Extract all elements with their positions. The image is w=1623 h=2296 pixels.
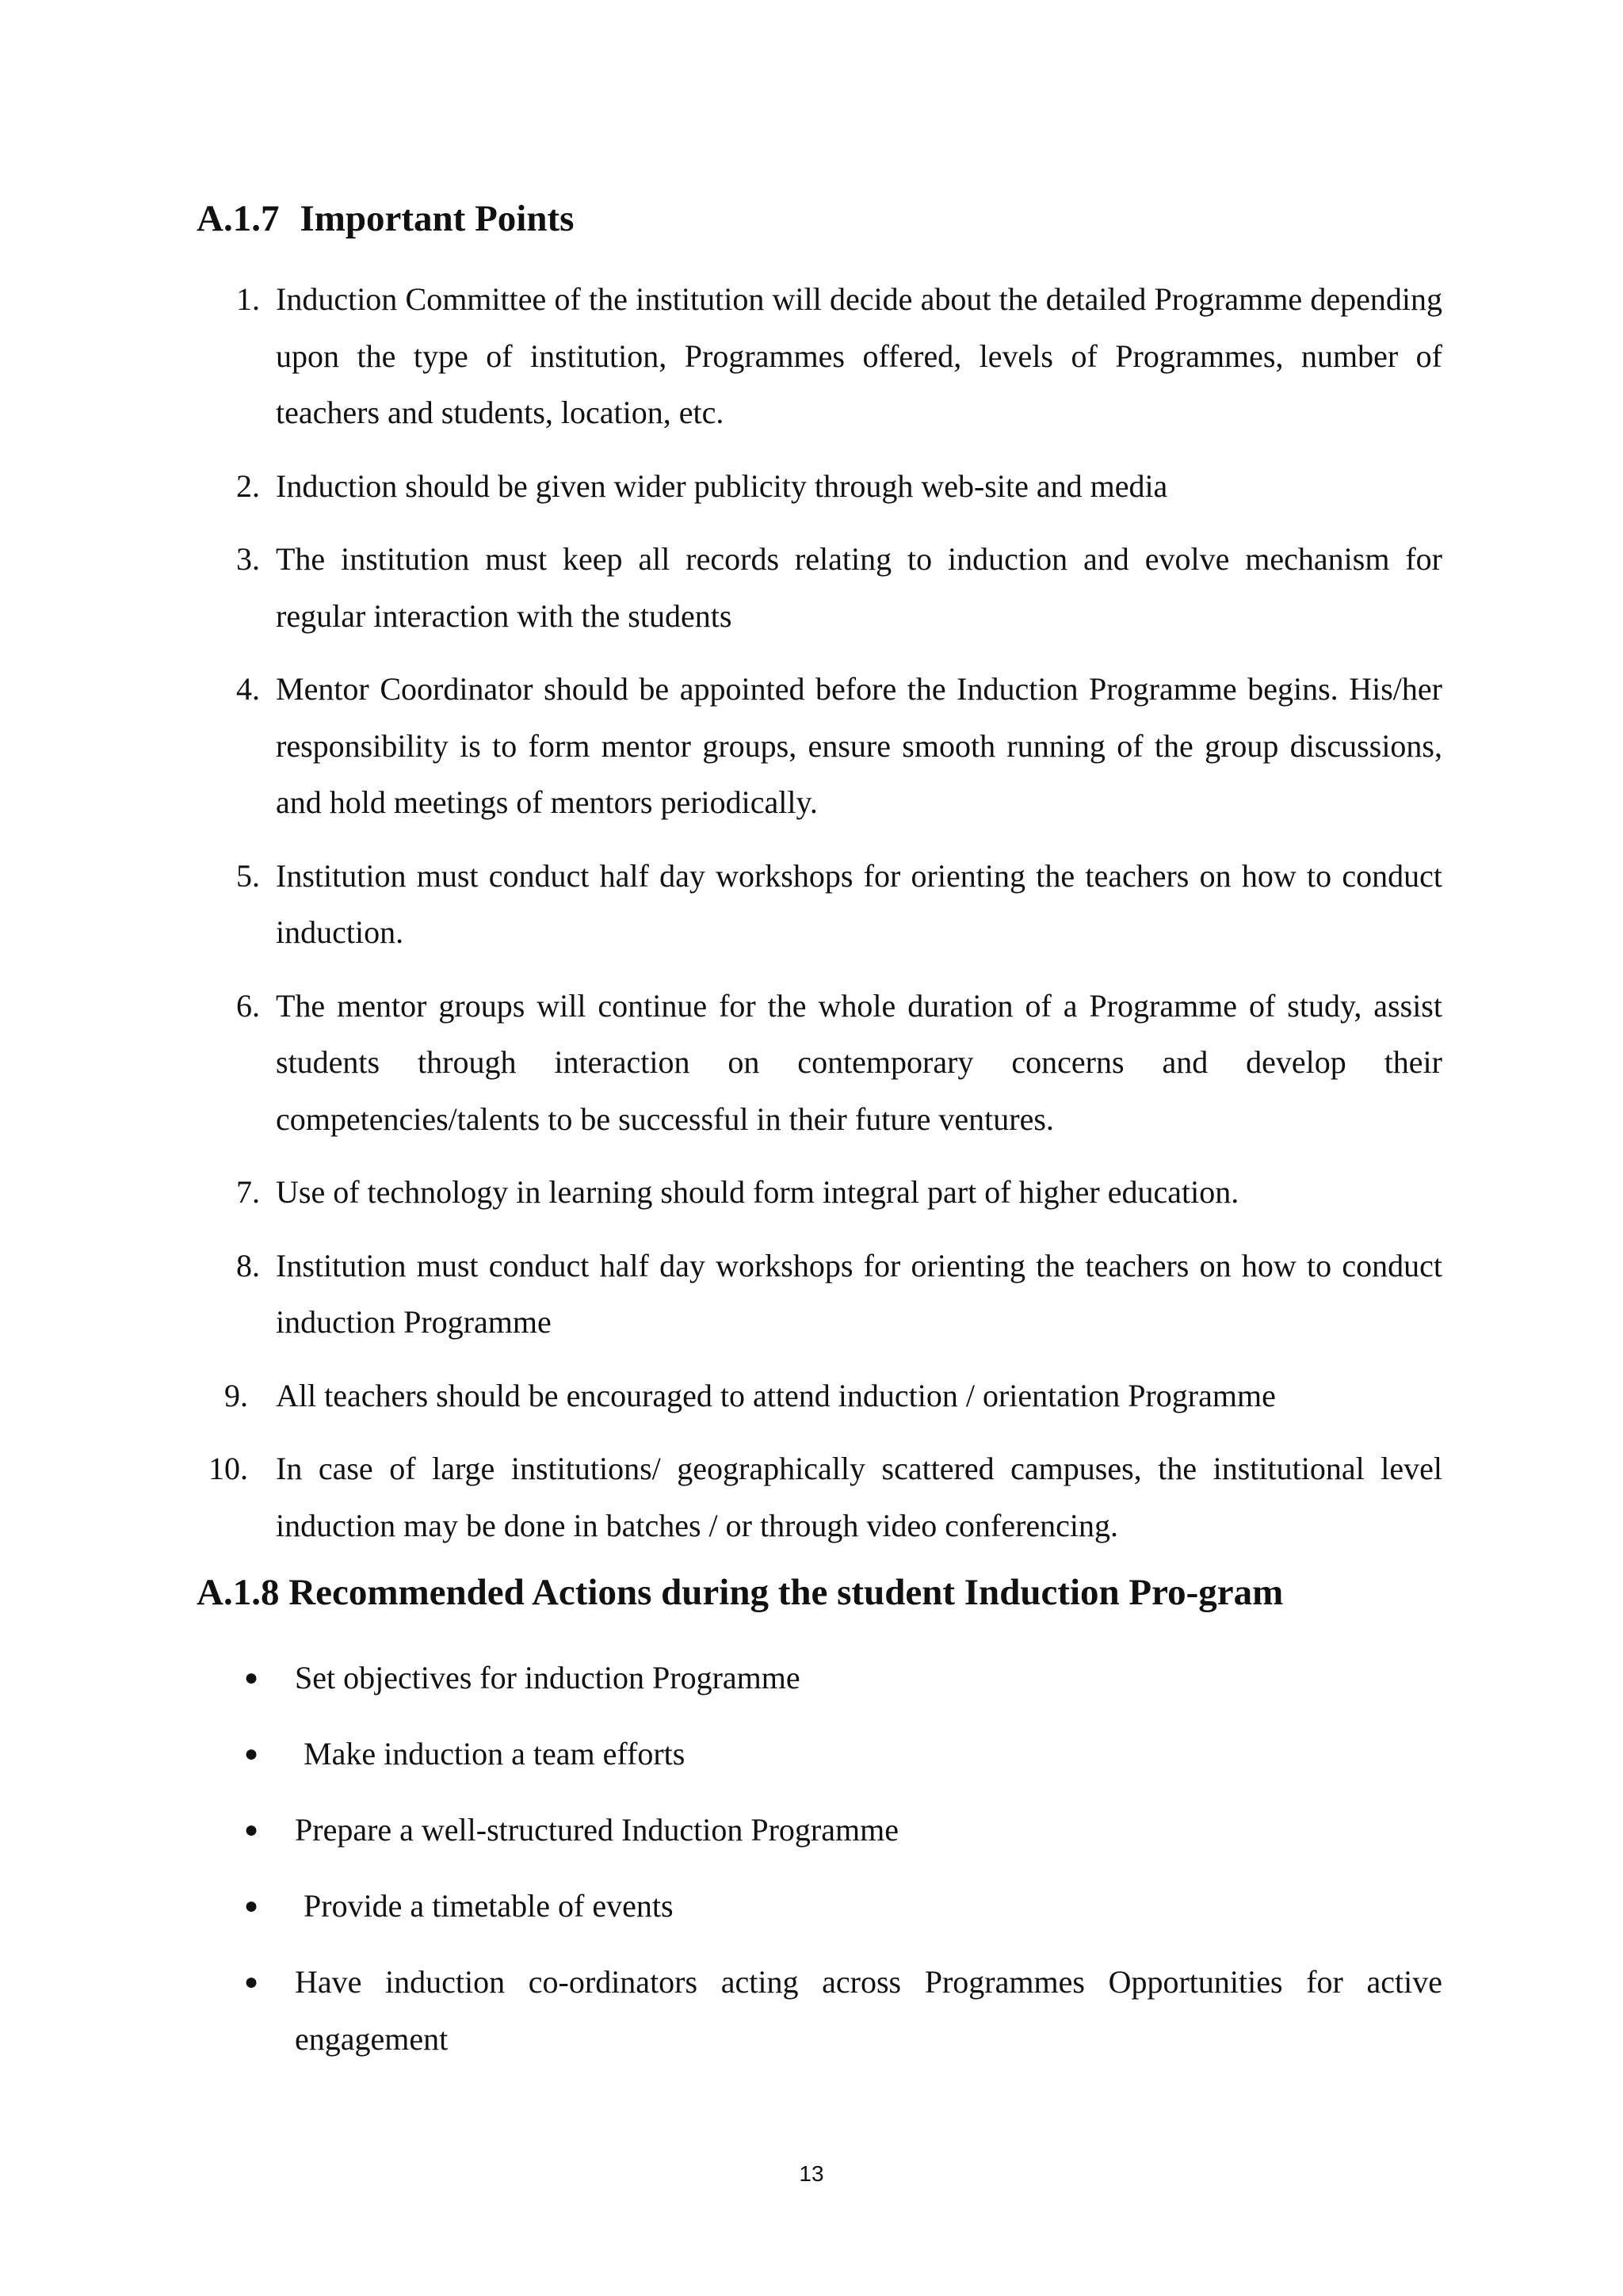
recommended-actions-list xyxy=(0,1650,1623,2087)
item-number: 6. xyxy=(236,987,260,1024)
list-item xyxy=(0,1367,1623,1425)
item-text: Prepare a well-structured Induction Programme xyxy=(295,1812,899,1848)
item-text: Mentor Coordinator should be appointed before the Induction Programme begins. His/her responsibility is to form mentor groups, ensure smooth running of the group discussions, and hold meetings of mentors periodically. xyxy=(276,671,1442,820)
list-item xyxy=(0,458,1623,515)
item-number: 3. xyxy=(236,541,260,577)
list-item xyxy=(0,1650,1623,1707)
list-item xyxy=(0,1238,1623,1351)
section-title: Important Points xyxy=(300,198,575,239)
section-heading-important-points xyxy=(197,195,574,242)
item-number: 9. xyxy=(224,1377,248,1413)
item-text: The institution must keep all records relating to induction and evolve mechanism for regular interaction with the students xyxy=(276,541,1442,634)
item-text: In case of large institutions/ geographically scattered campuses, the institutional level induction may be done in batches / or through video conferencing. xyxy=(276,1451,1442,1543)
list-item xyxy=(0,1802,1623,1859)
item-text: Set objectives for induction Programme xyxy=(295,1660,800,1695)
list-item xyxy=(0,1726,1623,1783)
item-text: Institution must conduct half day workshops for orienting the teachers on how to conduct induction. xyxy=(276,857,1442,950)
item-text: Use of technology in learning should form integral part of higher education. xyxy=(276,1174,1239,1210)
item-text: Make induction a team efforts xyxy=(304,1736,685,1772)
item-number: 4. xyxy=(236,671,260,707)
list-item xyxy=(0,271,1623,441)
item-text: All teachers should be encouraged to attend induction / orientation Programme xyxy=(276,1377,1276,1413)
item-number: 8. xyxy=(236,1247,260,1283)
bullet-icon: ● xyxy=(244,1665,259,1691)
section-title: Recommended Actions during the student Induction Pro-gram xyxy=(288,1572,1284,1613)
item-text: The mentor groups will continue for the whole duration of a Programme of study, assist students through interaction on contemporary concerns and develop their competencies/talents to be successful in their future ventures. xyxy=(276,987,1442,1137)
item-text: Induction Committee of the institution will decide about the detailed Programme depending upon the type of institution, Programmes offered, levels of Programmes, number of teachers and students, location, etc. xyxy=(276,281,1442,430)
list-item xyxy=(0,1164,1623,1221)
page-number: 13 xyxy=(799,2161,824,2186)
item-text: Institution must conduct half day workshops for orienting the teachers on how to conduct induction Programme xyxy=(276,1247,1442,1340)
section-heading-recommended-actions xyxy=(197,1569,1283,1616)
item-number: 2. xyxy=(236,467,260,504)
item-text: Have induction co-ordinators acting across Programmes Opportunities for active engagement xyxy=(295,1964,1442,2057)
item-number: 7. xyxy=(236,1174,260,1210)
item-number: 1. xyxy=(236,281,260,317)
section-number: A.1.8 xyxy=(197,1572,280,1613)
list-item xyxy=(0,1440,1623,1554)
bullet-icon: ● xyxy=(244,1741,259,1767)
item-number: 10. xyxy=(208,1451,248,1486)
important-points-list xyxy=(0,271,1623,1570)
list-item xyxy=(0,848,1623,961)
item-number: 5. xyxy=(236,857,260,894)
list-item xyxy=(0,661,1623,831)
bullet-icon: ● xyxy=(244,1893,259,1919)
item-text: Induction should be given wider publicity through web-site and media xyxy=(276,467,1168,504)
bullet-icon: ● xyxy=(244,1969,259,1995)
list-item xyxy=(0,531,1623,644)
bullet-icon: ● xyxy=(244,1817,259,1843)
list-item xyxy=(0,978,1623,1148)
list-item xyxy=(0,1954,1623,2067)
list-item xyxy=(0,1878,1623,1935)
item-text: Provide a timetable of events xyxy=(304,1888,674,1924)
section-number: A.1.7 xyxy=(197,198,280,239)
